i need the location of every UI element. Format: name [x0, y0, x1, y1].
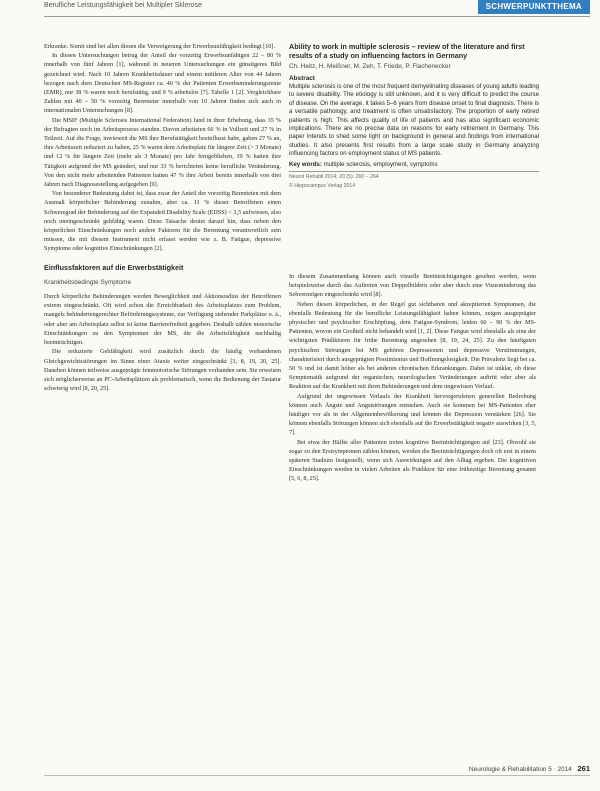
- right-column: [289, 272, 536, 484]
- abstract-heading: Abstract: [289, 75, 315, 82]
- abstract-divider: [289, 171, 539, 172]
- page-header: [0, 0, 600, 14]
- paragraph: Durch körperliche Behinderungen werden Beweglichkeit und Aktionsradius der Betroffenen extrem eingeschränkt. Oft wird schon die Erreichbarkeit des Arbeitsplatzes zum Problem, mangels behindertengerechter Beförderungssysteme, zur Verfügung stehender Parkplätze o. ä., oder aber am Arbeitsplatz selbst ist keine Barrierefreiheit gegeben. Deshalb zählen motorische Einschränkungen zu den Symptomen der MS, die die Arbeitsfähigkeit nachhaltig beeinträchtigen.: [44, 293, 281, 347]
- copyright-line: © Hippocampus Verlag 2014: [289, 182, 356, 189]
- paragraph: Von besonderer Bedeutung dabei ist, dass zwar der Anteil der vorzeitig Berenteten mit dem Ausmaß körperlicher Behinderung zunahm, aber ca. 11 % dieser Betroffenen einen Schweregrad der Behinderung auf der Expanded Disability Scale (EDSS) < 3,5 aufwiesen, also noch uneingeschränkt gehfähig waren. Diese Tatsache deutet darauf hin, dass neben den körperlichen Einschränkungen noch andere Faktoren für die Berentung verantwortlich sein müssen, die mit diesem Instrument nicht erfasst werden wie z. B. Fatigue, depressive Symptome oder kognitive Einschränkungen [2].: [44, 190, 281, 253]
- keywords: [289, 161, 539, 168]
- paragraph: Aufgrund der ungewissen Verlaufs der Krankheit hervorgerufenen generellen Bedrohung können auch Ängste und Angststörungen entstehen. Auch sie kommen bei MS-Patienten eher häufiger vor als in der Allgemeinbevölkerung und können die Depression verstärken [26]. Sie können ebenfalls Störungen können sich ebenfalls auf die Erwerbstätigkeit negativ auswirken [3, 5, 7].: [289, 392, 536, 437]
- paragraph: Bei etwa der Hälfte aller Patienten treten kognitive Beeinträchtigungen auf [23]. Obwohl sie sogar zu den Erstsymptomen zählen können, werden die Beeinträchtigungen doch oft erst in einem späteren Stadium festgestellt, wenn sich Auswirkungen auf den Alltag ergeben. Die kognitiven Einschränkungen werden in vielen Arbeiten als Prädiktor für eine frühzeitige Berentung genannt [5, 6, 8, 25].: [289, 438, 536, 483]
- header-divider: [44, 16, 590, 17]
- english-abstract: [289, 42, 539, 254]
- section-heading: Einflussfaktoren auf die Erwerbstätigkeit: [44, 262, 184, 272]
- footer-divider: [44, 775, 590, 776]
- author-list: Ch. Heitz, H. Meißner, M. Zeh, T. Friede, P. Flachenecker: [289, 63, 451, 70]
- paragraph: In diesen Untersuchungen betrug der Anteil der vorzeitig Erwerbsunfähigen 22 – 80 % innerhalb von fünf Jahren [1], während in neueren Untersuchungen ein günstigeres Bild gezeichnet wird. Nach 10 Jahren Krankheitsdauer und einem mittleren Alter von 44 Jahren bezogen nach dem Deutschen MS-Register ca. 40 % der Patienten Erwerbsminderungsrente (EMR), nur 38 % waren noch berufstätig, und 9 % arbeitslos [7]. Tabelle 1 [2]. Vergleichbare Zahlen mit 40 – 50 % vorzeitig Berenteter innerhalb von 10 Jahren finden sich auch in internationalen Untersuchungen [8].: [44, 52, 281, 115]
- paragraph: Die reduzierte Gehfähigkeit wird zusätzlich durch die häufig vorhandenen Gleichgewichtsstörungen im Sinne einer Ataxie weiter eingeschränkt [3, 8, 19, 20, 25]. Daneben können teilweise ausgeprägte feinmotorische Störungen vorhanden sein. Sie erweisen sich möglicherweise an PC-Arbeitsplätzen als problematisch, wenn die Bedienung der Tastatur schwierig wird [8, 20, 25].: [44, 348, 281, 393]
- running-head: Berufliche Leistungsfähigkeit bei Multipler Sklerose: [44, 2, 202, 9]
- section-title-badge: SCHWERPUNKTTHEMA: [478, 0, 590, 14]
- paragraph: In diesem Zusammenhang können auch visuelle Beeinträchtigungen gesehen werden, wenn beispielsweise durch das Auftreten von Doppelbildern oder aber durch eine Visusminderung das Sehvermögen eingeschränkt wird [8].: [289, 273, 536, 299]
- abstract-title: Ability to work in multiple sclerosis – review of the literature and first results of a study on influencing factors in Germany: [289, 42, 525, 60]
- paragraph: Neben diesen körperlichen, in der Regel gut sichtbaren und akzeptierten Symptomen, die ebenfalls Bedeutung für die berufliche Leistungsfähigkeit haben können, zeigen ausgeprägter physischer und psychischer Erschöpfung, dem Fatigue-Syndrom, leiden 60 – 90 % der MS-Patienten, wovon ein Großteil nicht behandelt wird [1, 2]. Diese Fatigue wird ebenfalls als eine der wichtigsten Prädiktoren für frühe Berentung angesehen [8, 19, 24, 25]. Zu den häufigsten psychischen Störungen bei MS gehören Depressionen und depressive Verstimmungen, charakterisiert durch ausgeprägten Pessimismus und Hoffnungslosigkeit. Die Prävalenz liegt bei ca. 50 % und ist damit höher als bei anderen chronischen Erkrankungen. Dabei ist unklar, ob diese Symptomatik aufgrund der organischen, neurologischen Veränderungen auftritt oder aber als Reaktion auf die Krankheit mit ihren Behinderungen und dem ungewissen Verlauf.: [289, 300, 536, 391]
- citation-line: Neurol Rehabil 2014; 20 (5): 260 – 264: [289, 173, 379, 180]
- paragraph: Erkranke. Somit sind bei allen diesen die Verweigerung der Erwerbsunfähigkeit bedingt [10].: [44, 43, 275, 50]
- abstract-body: Multiple sclerosis is one of the most frequent demyelinating diseases of young adults leading to severe disability. The etiology is still unknown, and it is very difficult to predict the course of disease. On the average, it takes 5–6 years from disease onset to final diagnosis. There is a versatile pathology, and treatment is often unsatisfactory. The proportion of early retired patients is high. This affects quality of life of patients and has also significant economic implications. There are no precise data on reasons for early retirement in Germany. This paper intends to shed some light on background in general and findings from international studies. It also presents first results from a large scale study in Germany analyzing influencing factors on employment status of MS patients.: [289, 83, 539, 158]
- keywords-text: multiple sclerosis, employment, symptoms: [323, 160, 438, 168]
- journal-name: Neurologie & Rehabilitation 5 · 2014: [469, 766, 572, 773]
- paragraph: Die MSIF (Multiple Sclerosis International Federation) fand in ihrer Erhebung, dass 35 % der Befragten noch im Arbeitsprozess standen. Davon arbeiteten 66 % in Vollzeit und 27 % in Teilzeit. Auf die Frage, inwieweit die MS ihre Berufstätigkeit beeinflusst habe, gaben 27 % an, ihre Arbeitszeit reduziert zu haben, 25 % waren dem Arbeitsplatz für längere Zeit (> 3 Monate) und 12 % für längere Zeit (mehr als 3 Monate) pro Jahr ferngeblieben, 19 % hatten ihre Tätigkeit aufgrund der MS geändert, und nur 33 % berichteten keine berufliche Veränderung. Von den nicht mehr arbeitenden Patienten hatten 47 % ihre Arbeit bereits innerhalb von drei Jahren nach Diagnosestellung aufgegeben [9].: [44, 116, 281, 189]
- keywords-label: Key words:: [289, 160, 322, 168]
- page-number: 261: [577, 764, 590, 773]
- left-column: [44, 42, 281, 393]
- subsection-heading: Krankheitsbedingte Symptome: [44, 278, 132, 286]
- page-footer: [400, 764, 590, 773]
